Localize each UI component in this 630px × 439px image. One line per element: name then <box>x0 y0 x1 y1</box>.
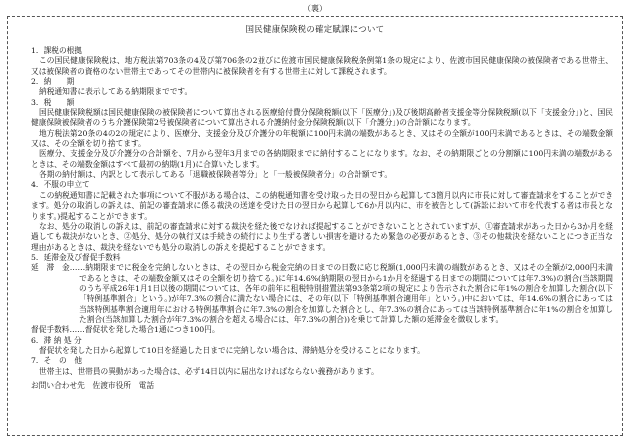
section-text: 納税通知書に表示してある納期限までです。 <box>39 87 193 97</box>
section-appeal <box>31 180 613 252</box>
section-heading: 2．納 期 <box>31 77 75 87</box>
notice-body <box>31 46 613 391</box>
reminder-fee-text: ……督促状を発した場合1通につき100円。 <box>69 325 220 335</box>
section-late-fees <box>31 253 613 336</box>
contact-line: お問い合わせ先 佐渡市役所 電話 <box>31 381 155 390</box>
reminder-fee-item <box>31 325 613 335</box>
section-heading: 7．そ の 他 <box>31 356 83 366</box>
section-paragraph: なお、処分の取消しの訴えは、前記の審査請求に対する裁決を経た後でなければ提起することができないこととされていますが、①審査請求があった日から3か月を経過しても裁決がないとき、②処分、処分の執行又は手続きの続行により生ずる著しい損害を避けるため緊急の必要があるとき、③その他裁決を経ないことにつき正当な理由があるときは、裁決を経ないでも処分の取消しの訴えを提起することができます。 <box>31 221 613 252</box>
section-tax-amount <box>31 98 613 181</box>
section-delinquency <box>31 336 613 357</box>
notice-page <box>7 4 623 436</box>
section-text: 世帯主は、世帯員の異動があった場合は、必ず14日以内に届出なければならない義務があります。 <box>39 366 379 376</box>
section-heading: 5．延滞金及び督促手数料 <box>31 252 121 262</box>
section-heading: 1．課税の根拠 <box>31 46 83 55</box>
section-heading: 3．税 額 <box>31 97 75 107</box>
section-paragraph: 各期の納付額は、内訳として表示してある「退職被保険者等分」と「一般被保険者分」の合計額です。 <box>39 170 393 180</box>
section-text: この国民健康保険税は、地方税法第703条の4及び第706条の2並びに佐渡市国民健康保険税条例第1条の規定により、佐渡市国民健康保険の被保険者である世帯主、又は被保険者の資格のない世帯主であってその世帯内に被保険者を有する世帯主に対して課税されます。 <box>31 56 613 76</box>
section-text: 督促状を発した日から起算して10日を経過した日までに完納しない場合は、滞納処分を受けることになります。 <box>39 345 425 355</box>
section-tax-basis <box>31 46 613 77</box>
late-interest-text: ……納期限までに税金を完納しないときは、その翌日から税金完納の日までの日数に応じ税額(1,000円未満の端数があるとき、又はその全額が2,000円未満であるときは、その端数金額又はその全額を切り捨てる。)に年14.6%(納期限の翌日から1か月を経過する日までの期間については年7.3%)の割合(当該期間のうち平成26年1月1日以後の期間については、各年の前年に租税特別措置法第93条第2項の規定により告示された割合に年1%の割合を加算した割合(以下「特例基準割合」という。)が年7.3%の割合に満たない場合には、その年(以下「特例基準割合適用年」という。)中においては、年14.6%の割合にあっては当該特例基準割合適用年における特例基準割合に年7.3%の割合を加算した割合とし、年7.3%の割合にあっては当該特例基準割合に年1%の割合を加算した割合(当該加算した割合が年7.3%の割合を超える場合には、年7.3%の割合))を乗じて計算した額の延滞金を徴収します。 <box>69 263 613 324</box>
section-paragraph: 国民健康保険税額は国民健康保険の被保険者について算出される医療給付費分保険税額(以下「医療分」)及び後期高齢者支援金等分保険税額(以下「支援金分」)と、国民健康保険被保険者のうち介護保険第2号被保険者について算出される介護納付金分保険税額(以下「介護分」)の合計額になります。 <box>31 108 613 128</box>
section-paragraph: 医療分、支援金分及び介護分の合計額を、7月から翌年3月までの各納期限までに納付することになります。なお、その納期限ごとの分割額に100円未満の端数があるときは、その端数金額はすべて最初の納期(1月)に合算いたします。 <box>31 149 613 169</box>
section-paragraph: 地方税法第20条の4の2の規定により、医療分、支援金分及び介護分の年税額に100円未満の端数があるとき、又はその全額が100円未満であるときは、その端数金額又は、その全額を切り捨てます。 <box>31 128 613 149</box>
late-interest-label: 延 滞 金 <box>31 263 70 273</box>
late-interest-item <box>31 263 613 325</box>
page-title: 国民健康保険税の確定賦課について <box>245 24 385 34</box>
section-heading: 4．不服の申立て <box>31 180 90 190</box>
section-due-date <box>31 77 613 98</box>
section-other <box>31 356 613 377</box>
section-paragraph: この納税通知書に記載された事項について不服がある場合は、この納税通知書を受け取った日の翌日から起算して3箇月以内に市長に対して審査請求をすることができます。処分の取消しの訴えは、前記の審査請求に係る裁決の送達を受けた日の翌日から起算して6か月以内に、市を被告として(訴訟において市を代表する者は市長となります。)提起することができます。 <box>31 190 613 221</box>
section-heading: 6．滞 納 処 分 <box>31 335 82 345</box>
reminder-fee-label: 督促手数料 <box>31 325 70 335</box>
page-side-label: （裏） <box>303 4 327 13</box>
